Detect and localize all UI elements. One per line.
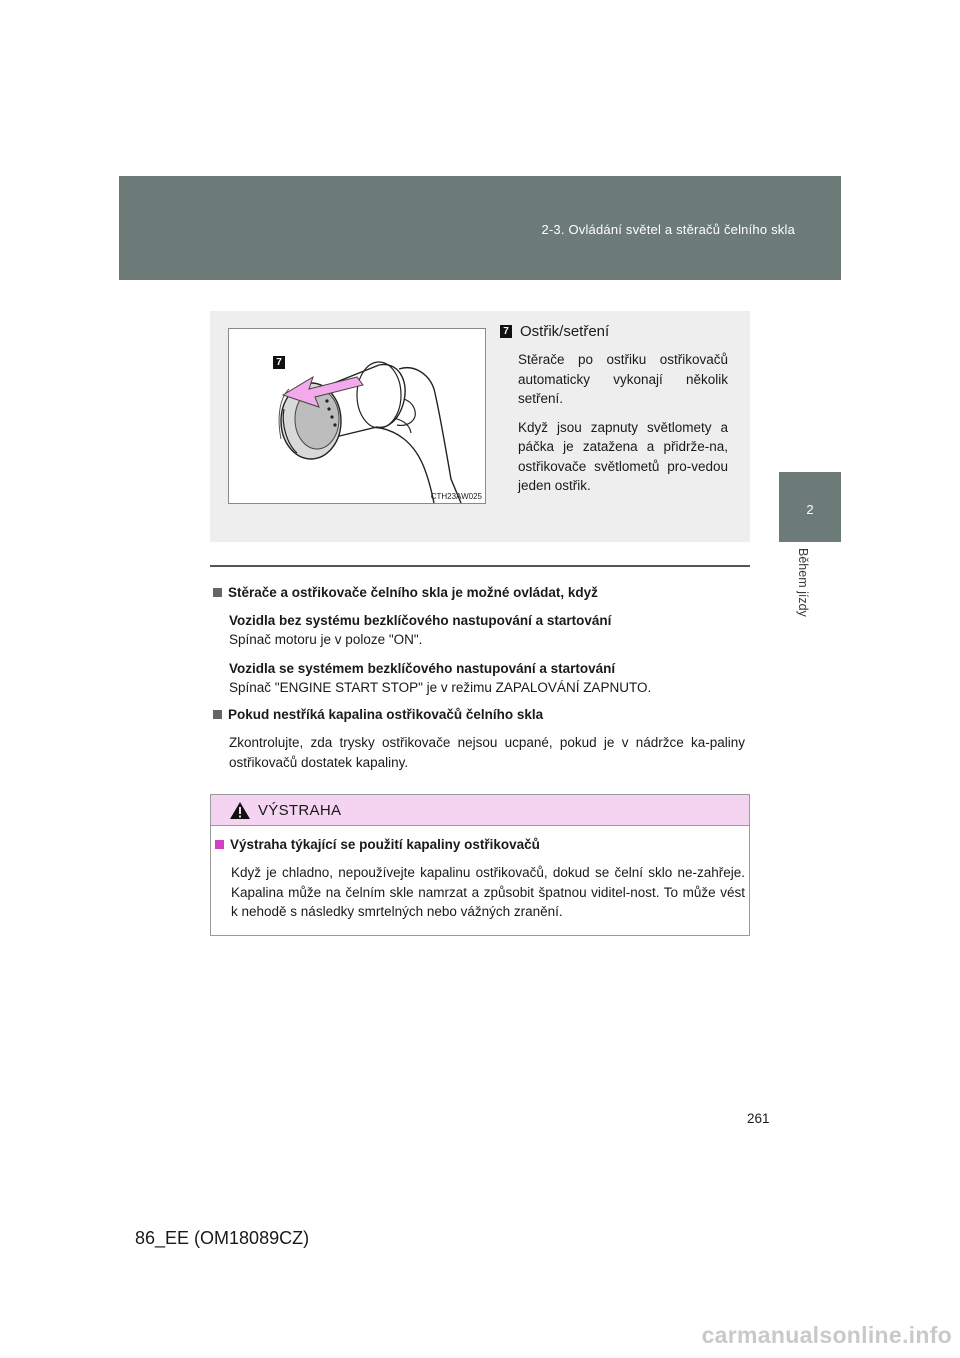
note-text-2: Spínač "ENGINE START STOP" je v režimu ZAPALOVÁNÍ ZAPNUTO. bbox=[229, 679, 652, 695]
figure-paragraph-2: Když jsou zapnuty světlomety a páčka je zatažena a přidrže-na, ostřikovače světlometů pro-vedou jeden ostřik. bbox=[518, 419, 728, 493]
square-bullet-icon bbox=[213, 588, 222, 597]
note-heading-2 bbox=[213, 706, 745, 724]
wiper-lever-illustration bbox=[228, 328, 486, 504]
note-subheading-1: Vozidla bez systému bezklíčového nastupování a startování bbox=[229, 613, 612, 628]
note-heading-1 bbox=[213, 584, 745, 602]
note-subheading-2: Vozidla se systémem bezklíčového nastupování a startování bbox=[229, 660, 616, 676]
callout-7-illustration: 7 bbox=[273, 356, 285, 369]
figure-heading-row bbox=[500, 323, 728, 340]
page-number: 261 bbox=[747, 1111, 770, 1126]
section-divider bbox=[210, 565, 750, 567]
warning-header bbox=[211, 795, 749, 826]
figure-paragraph-1: Stěrače po ostřiku ostřikovačů automaticky vykonají několik setření. bbox=[518, 352, 728, 406]
lever-drawing bbox=[229, 329, 485, 503]
watermark: carmanualsonline.info bbox=[701, 1322, 952, 1348]
figure-code: CTH23AW025 bbox=[430, 492, 482, 501]
note-text-3: Zkontrolujte, zda trysky ostřikovače nejsou ucpané, pokud je v nádržce ka-paliny ostřikovačů dostatek kapaliny. bbox=[229, 735, 745, 770]
chapter-tab bbox=[779, 472, 841, 542]
note-text-1: Spínač motoru je v poloze "ON". bbox=[229, 632, 423, 647]
chapter-number: 2 bbox=[806, 502, 814, 517]
note-heading-1-text: Stěrače a ostřikovače čelního skla je možné ovládat, když bbox=[228, 585, 598, 600]
warning-triangle-icon bbox=[229, 801, 251, 820]
section-title: 2-3. Ovládání světel a stěračů čelního skla bbox=[541, 222, 795, 237]
warning-box bbox=[210, 794, 750, 936]
figure-heading: Ostřik/setření bbox=[520, 323, 610, 340]
warning-text: Když je chladno, nepoužívejte kapalinu ostřikovačů, dokud se čelní sklo ne-zahřeje. Kapalina může na čelním skle namrzat a způsobit špatnou viditel-nost. To může vést k nehodě s následky smrtelných nebo vážných zranění. bbox=[231, 865, 745, 919]
chapter-label: Během jízdy bbox=[796, 548, 810, 617]
square-bullet-icon bbox=[213, 710, 222, 719]
document-code: 86_EE (OM18089CZ) bbox=[135, 1228, 310, 1248]
warning-title: VÝSTRAHA bbox=[258, 801, 342, 819]
callout-7-badge: 7 bbox=[500, 325, 512, 338]
notes-section bbox=[213, 584, 745, 781]
section-header-band bbox=[119, 176, 841, 280]
note-heading-2-text: Pokud nestříká kapalina ostřikovačů čelního skla bbox=[228, 707, 544, 722]
figure-panel bbox=[210, 311, 750, 542]
warning-body bbox=[211, 826, 749, 922]
square-bullet-icon bbox=[215, 840, 224, 849]
warning-heading bbox=[215, 836, 745, 854]
figure-caption bbox=[500, 323, 728, 505]
warning-heading-text: Výstraha týkající se použití kapaliny ostřikovačů bbox=[230, 837, 540, 852]
